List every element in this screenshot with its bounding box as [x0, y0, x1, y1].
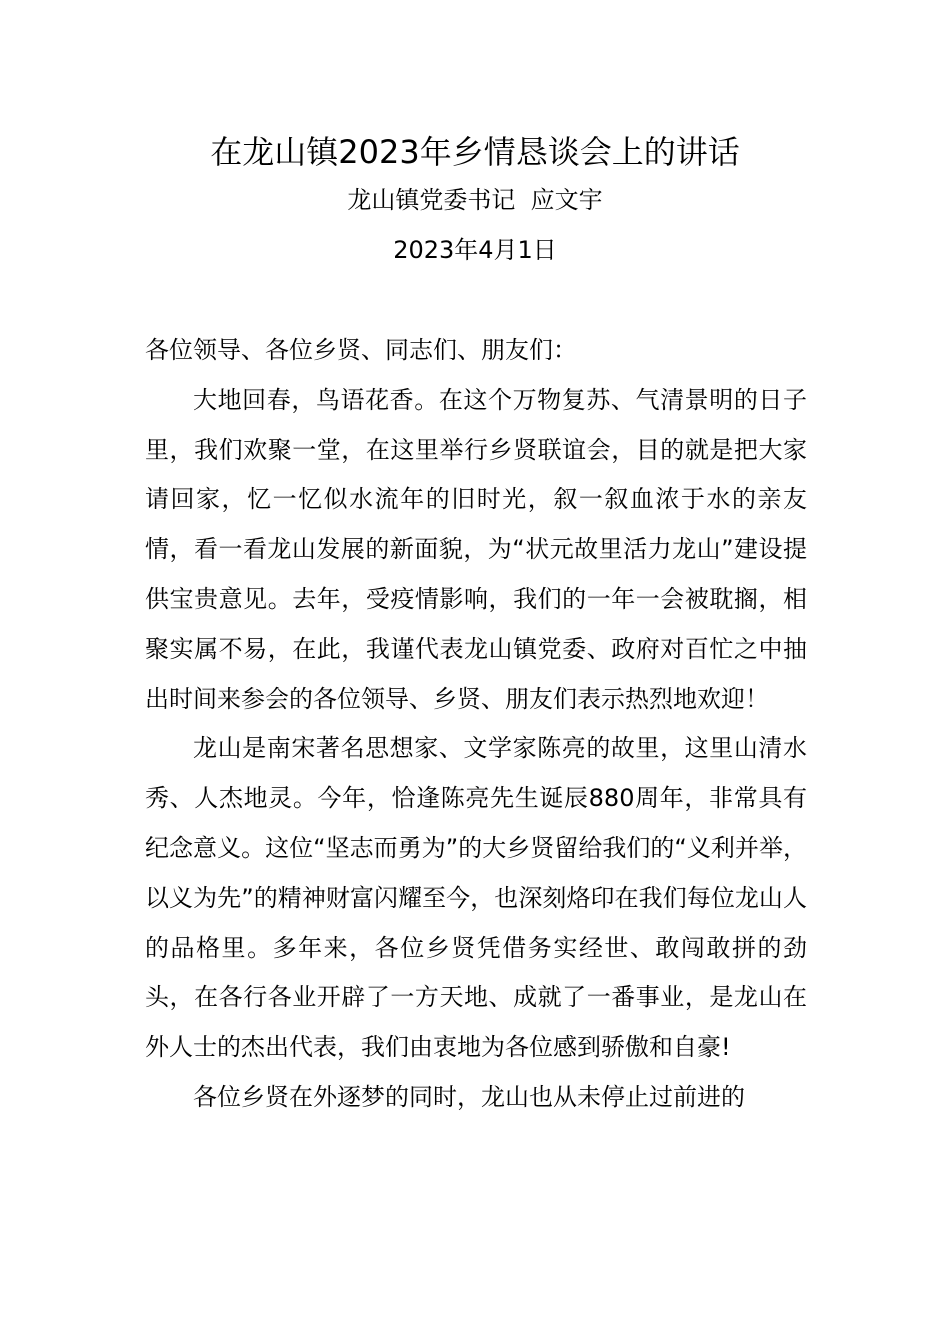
salutation: 各位领导、各位乡贤、同志们、朋友们： — [145, 336, 577, 364]
paragraph-2: 龙山是南宋著名思想家、文学家陈亮的故里，这里山清水秀、人杰地灵。今年，恰逢陈亮先生诞辰880周年，非常具有纪念意义。这位“坚志而勇为”的大乡贤留给我们的“义利并举，以义为先”的精神财富闪耀至今，也深刻烙印在我们每位龙山人的品格里。多年来，各位乡贤凭借务实经世、敢闯敢拼的劲头，在各行各业开辟了一方天地、成就了一番事业，是龙山在外人士的杰出代表，我们由衷地为各位感到骄傲和自豪! — [145, 734, 807, 1062]
document-title: 在龙山镇2023年乡情恳谈会上的讲话 — [210, 133, 740, 171]
document-author: 龙山镇党委书记 应文宇 — [347, 186, 603, 214]
paragraph-1: 大地回春，鸟语花香。在这个万物复苏、气清景明的日子里，我们欢聚一堂，在这里举行乡贤联谊会，目的就是把大家请回家，忆一忆似水流年的旧时光，叙一叙血浓于水的亲友情，看一看龙山发展的新面貌，为“状元故里活力龙山”建设提供宝贵意见。去年，受疫情影响，我们的一年一会被耽搁，相聚实属不易，在此，我谨代表龙山镇党委、政府对百忙之中抽出时间来参会的各位领导、乡贤、朋友们表示热烈地欢迎！ — [145, 385, 807, 713]
document-date: 2023年4月1日 — [393, 236, 557, 264]
paragraph-3: 各位乡贤在外逐梦的同时，龙山也从未停止过前进的 — [193, 1082, 745, 1111]
document-body — [145, 326, 807, 1123]
